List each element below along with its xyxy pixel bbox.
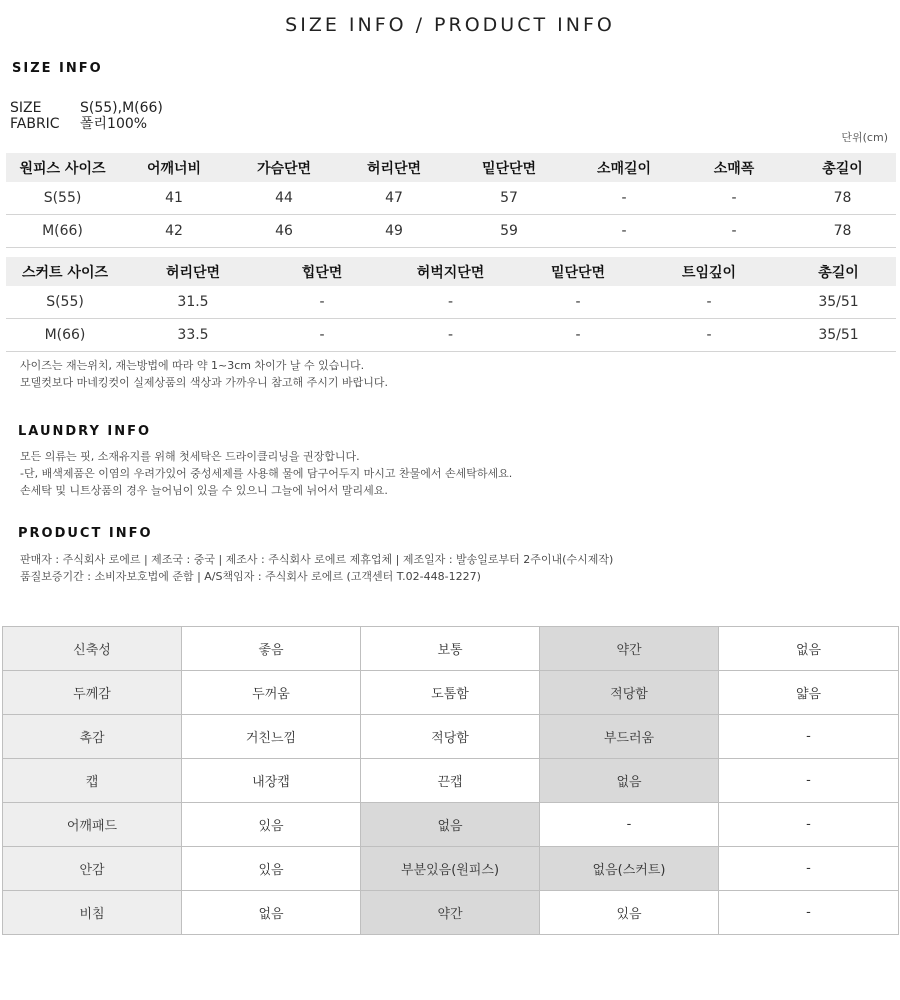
table-cell: 44	[229, 182, 339, 215]
skirt-header-cell: 허벅지단면	[382, 257, 519, 286]
skirt-header-cell: 총길이	[781, 257, 896, 286]
unit-label: 단위(cm)	[841, 131, 888, 144]
laundry-line: 손세탁 및 니트상품의 경우 늘어님이 있을 수 있으니 그늘에 뉘어서 말리세요.	[20, 484, 388, 497]
skirt-size-table	[6, 257, 896, 352]
attribute-option: 좋음	[182, 627, 361, 671]
fabric-label: FABRIC	[10, 116, 60, 132]
table-cell: -	[519, 286, 637, 319]
attribute-option: 두꺼움	[182, 671, 361, 715]
attribute-option: 보통	[361, 627, 540, 671]
attribute-row	[3, 847, 899, 891]
attribute-option: 부드러움	[540, 715, 719, 759]
table-cell: S(55)	[6, 286, 124, 319]
table-cell: -	[569, 215, 679, 248]
product-info-heading: PRODUCT INFO	[18, 526, 153, 541]
table-row	[6, 319, 896, 352]
dress-header-cell: 총길이	[789, 153, 896, 182]
attribute-row	[3, 891, 899, 935]
table-cell: 35/51	[781, 319, 896, 352]
fabric-value: 폴리100%	[80, 116, 148, 132]
table-cell: 35/51	[781, 286, 896, 319]
dress-header-cell: 밑단단면	[449, 153, 569, 182]
laundry-info-heading: LAUNDRY INFO	[18, 424, 152, 439]
attribute-label: 안감	[3, 847, 182, 891]
table-cell: -	[637, 319, 781, 352]
attribute-option: 얇음	[719, 671, 899, 715]
attribute-option: 없음(스커트)	[540, 847, 719, 891]
attribute-option: -	[719, 715, 899, 759]
size-row	[10, 100, 163, 116]
laundry-line: -단, 배색제품은 이염의 우려가있어 중성세제를 사용해 물에 담구어두지 마시고 찬물에서 손세탁하세요.	[20, 467, 513, 480]
table-cell: S(55)	[6, 182, 119, 215]
table-cell: 78	[789, 182, 896, 215]
table-cell: 78	[789, 215, 896, 248]
table-cell: -	[382, 286, 519, 319]
table-cell: 42	[119, 215, 229, 248]
table-cell: -	[569, 182, 679, 215]
table-cell: 59	[449, 215, 569, 248]
skirt-header-cell: 밑단단면	[519, 257, 637, 286]
table-cell: 31.5	[124, 286, 262, 319]
attribute-option: -	[719, 759, 899, 803]
attribute-option: 있음	[182, 803, 361, 847]
product-line: 판매자 : 주식회사 로에르 | 제조국 : 중국 | 제조사 : 주식회사 로에르 제휴업체 | 제조일자 : 발송일로부터 2주이내(수시제작)	[20, 553, 614, 566]
attribute-row	[3, 803, 899, 847]
dress-header-cell: 가슴단면	[229, 153, 339, 182]
attribute-option: -	[719, 891, 899, 935]
size-value: S(55),M(66)	[80, 100, 163, 116]
attribute-label: 두께감	[3, 671, 182, 715]
fabric-row	[10, 116, 163, 132]
attribute-option: 없음	[540, 759, 719, 803]
table-row	[6, 286, 896, 319]
skirt-header-cell: 스커트 사이즈	[6, 257, 124, 286]
table-row	[6, 215, 896, 248]
table-cell: -	[679, 215, 789, 248]
table-cell: M(66)	[6, 319, 124, 352]
skirt-header-cell: 트임깊이	[637, 257, 781, 286]
table-cell: -	[382, 319, 519, 352]
attribute-option: 도톰함	[361, 671, 540, 715]
attribute-option: 내장캡	[182, 759, 361, 803]
attribute-row	[3, 715, 899, 759]
product-notes	[20, 551, 613, 585]
dress-header-cell: 소매길이	[569, 153, 679, 182]
table-cell: -	[262, 286, 382, 319]
table-cell: M(66)	[6, 215, 119, 248]
attribute-option: 있음	[182, 847, 361, 891]
dress-size-table	[6, 153, 896, 248]
attribute-label: 비침	[3, 891, 182, 935]
skirt-header-cell: 허리단면	[124, 257, 262, 286]
dress-header-cell: 허리단면	[339, 153, 449, 182]
dress-header-cell: 소매폭	[679, 153, 789, 182]
attribute-option: 없음	[719, 627, 899, 671]
dress-header-cell: 어깨너비	[119, 153, 229, 182]
attribute-label: 촉감	[3, 715, 182, 759]
table-cell: 41	[119, 182, 229, 215]
attribute-label: 신축성	[3, 627, 182, 671]
table-cell: 46	[229, 215, 339, 248]
attribute-option: -	[719, 803, 899, 847]
table-cell: 57	[449, 182, 569, 215]
table-cell: 33.5	[124, 319, 262, 352]
table-cell: 49	[339, 215, 449, 248]
skirt-header-row	[6, 257, 896, 286]
attribute-label: 캡	[3, 759, 182, 803]
attribute-label: 어깨패드	[3, 803, 182, 847]
attribute-option: 없음	[182, 891, 361, 935]
size-label: SIZE	[10, 100, 42, 116]
dress-header-cell: 원피스 사이즈	[6, 153, 119, 182]
laundry-notes	[20, 448, 512, 499]
attribute-table	[2, 626, 899, 935]
size-note-line: 모델컷보다 마네킹컷이 실제상품의 색상과 가까우니 참고해 주시기 바랍니다.	[20, 376, 389, 389]
size-meta	[10, 100, 163, 132]
size-note-line: 사이즈는 재는위치, 재는방법에 따라 약 1~3cm 차이가 날 수 있습니다.	[20, 359, 365, 372]
table-cell: -	[679, 182, 789, 215]
dress-header-row	[6, 153, 896, 182]
size-notes	[20, 357, 388, 391]
attribute-option: 약간	[361, 891, 540, 935]
table-row	[6, 182, 896, 215]
table-cell: -	[637, 286, 781, 319]
product-line: 품질보증기간 : 소비자보호법에 준함 | A/S책임자 : 주식회사 로에르 (고객센터 T.02-448-1227)	[20, 570, 481, 583]
attribute-option: -	[719, 847, 899, 891]
attribute-option: 거친느낌	[182, 715, 361, 759]
attribute-option: 적당함	[361, 715, 540, 759]
table-cell: -	[519, 319, 637, 352]
table-cell: 47	[339, 182, 449, 215]
attribute-option: -	[540, 803, 719, 847]
attribute-option: 있음	[540, 891, 719, 935]
attribute-option: 적당함	[540, 671, 719, 715]
attribute-row	[3, 759, 899, 803]
table-cell: -	[262, 319, 382, 352]
attribute-row	[3, 627, 899, 671]
attribute-option: 없음	[361, 803, 540, 847]
laundry-line: 모든 의류는 핏, 소재유지를 위해 첫세탁은 드라이클리닝을 권장합니다.	[20, 450, 360, 463]
size-info-heading: SIZE INFO	[12, 61, 103, 76]
skirt-header-cell: 힙단면	[262, 257, 382, 286]
page-title: SIZE INFO / PRODUCT INFO	[285, 14, 615, 36]
attribute-row	[3, 671, 899, 715]
attribute-option: 부분있음(원피스)	[361, 847, 540, 891]
attribute-option: 끈캡	[361, 759, 540, 803]
attribute-option: 약간	[540, 627, 719, 671]
